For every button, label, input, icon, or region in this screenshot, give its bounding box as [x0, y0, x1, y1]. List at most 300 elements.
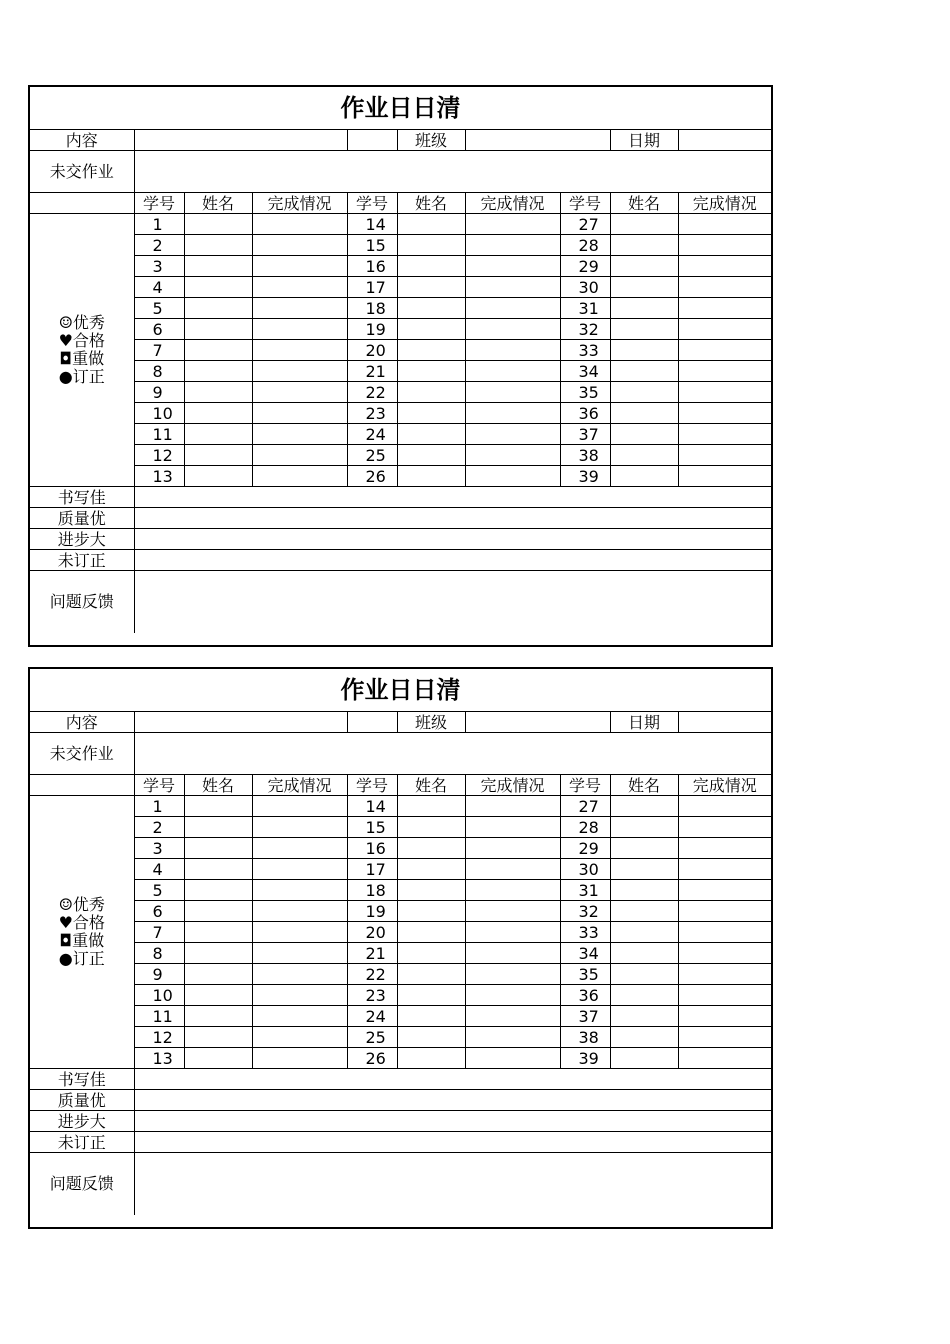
student-name-cell[interactable]: [184, 319, 252, 340]
student-row: [30, 214, 771, 235]
completion-status-cell[interactable]: [465, 214, 560, 235]
completion-status-cell[interactable]: [252, 1048, 347, 1069]
student-number: 31: [560, 298, 610, 319]
student-name-cell[interactable]: [184, 298, 252, 319]
student-name-cell[interactable]: [397, 817, 465, 838]
completion-status-cell[interactable]: [252, 796, 347, 817]
student-name-cell[interactable]: [184, 901, 252, 922]
grade-legend: [30, 796, 134, 1069]
student-name-cell[interactable]: [610, 298, 678, 319]
student-number: 16: [347, 256, 397, 277]
student-name-cell[interactable]: [610, 1006, 678, 1027]
student-row: [30, 382, 771, 403]
completion-status-cell[interactable]: [678, 340, 771, 361]
completion-status-cell[interactable]: [465, 922, 560, 943]
student-row: [30, 277, 771, 298]
class-field[interactable]: [465, 130, 610, 151]
completion-status-cell[interactable]: [465, 964, 560, 985]
student-number: 22: [347, 964, 397, 985]
legend-item: ◘重做: [59, 931, 105, 950]
student-number: 2: [134, 235, 184, 256]
class-field[interactable]: [465, 712, 610, 733]
student-row: [30, 340, 771, 361]
student-name-cell[interactable]: [397, 985, 465, 1006]
student-number: 1: [134, 214, 184, 235]
legend-item: ☺优秀: [58, 313, 105, 332]
completion-status-cell[interactable]: [252, 943, 347, 964]
completion-status-cell[interactable]: [252, 298, 347, 319]
student-number: 12: [134, 1027, 184, 1048]
student-name-cell[interactable]: [610, 880, 678, 901]
completion-status-cell[interactable]: [465, 901, 560, 922]
student-name-cell[interactable]: [184, 1006, 252, 1027]
student-number: 19: [347, 901, 397, 922]
student-number: 5: [134, 880, 184, 901]
student-name-cell[interactable]: [397, 319, 465, 340]
completion-status-cell[interactable]: [678, 901, 771, 922]
student-no-header: 学号: [134, 193, 184, 214]
completion-status-cell[interactable]: [252, 445, 347, 466]
legend-item: ◘重做: [59, 349, 105, 368]
student-name-cell[interactable]: [397, 1006, 465, 1027]
student-name-cell[interactable]: [184, 403, 252, 424]
legend-item: ♥合格: [58, 913, 105, 932]
student-number: 15: [347, 235, 397, 256]
header-blank: [30, 775, 134, 796]
student-number: 37: [560, 1006, 610, 1027]
legend-item: ♥合格: [58, 331, 105, 350]
student-number: 35: [560, 382, 610, 403]
student-row: [30, 859, 771, 880]
student-name-cell[interactable]: [610, 424, 678, 445]
student-number: 27: [560, 214, 610, 235]
student-name-cell[interactable]: [184, 1027, 252, 1048]
homework-table: [30, 669, 771, 1215]
student-row: [30, 403, 771, 424]
student-number: 15: [347, 817, 397, 838]
student-number: 25: [347, 1027, 397, 1048]
student-number: 37: [560, 424, 610, 445]
student-number: 28: [560, 235, 610, 256]
student-number: 17: [347, 859, 397, 880]
student-number: 2: [134, 817, 184, 838]
completion-status-cell[interactable]: [465, 859, 560, 880]
student-name-cell[interactable]: [184, 466, 252, 487]
student-number: 14: [347, 796, 397, 817]
good-handwriting-label: 书写佳: [30, 1069, 134, 1090]
completion-status-cell[interactable]: [252, 319, 347, 340]
completion-status-cell[interactable]: [465, 361, 560, 382]
completion-status-cell[interactable]: [465, 277, 560, 298]
completion-status-cell[interactable]: [678, 424, 771, 445]
status-header: 完成情况: [465, 193, 560, 214]
completion-status-cell[interactable]: [678, 838, 771, 859]
grade-legend: [30, 214, 134, 487]
student-number: 19: [347, 319, 397, 340]
completion-status-cell[interactable]: [252, 859, 347, 880]
student-name-cell[interactable]: [184, 922, 252, 943]
student-name-cell[interactable]: [184, 277, 252, 298]
student-name-cell[interactable]: [610, 466, 678, 487]
student-name-cell[interactable]: [610, 214, 678, 235]
student-name-cell[interactable]: [184, 382, 252, 403]
student-number: 29: [560, 838, 610, 859]
feedback-label: 问题反馈: [30, 571, 134, 633]
completion-status-cell[interactable]: [252, 1027, 347, 1048]
student-name-cell[interactable]: [610, 319, 678, 340]
student-name-cell[interactable]: [610, 382, 678, 403]
student-name-cell[interactable]: [397, 424, 465, 445]
student-row: [30, 445, 771, 466]
completion-status-cell[interactable]: [678, 859, 771, 880]
student-row: [30, 1048, 771, 1069]
student-number: 4: [134, 277, 184, 298]
student-name-cell[interactable]: [397, 1048, 465, 1069]
completion-status-cell[interactable]: [465, 382, 560, 403]
completion-status-cell[interactable]: [252, 901, 347, 922]
content-field[interactable]: [134, 712, 347, 733]
student-number: 7: [134, 922, 184, 943]
student-number: 6: [134, 319, 184, 340]
student-name-cell[interactable]: [184, 361, 252, 382]
student-row: [30, 838, 771, 859]
completion-status-cell[interactable]: [678, 943, 771, 964]
completion-status-cell[interactable]: [252, 985, 347, 1006]
content-field[interactable]: [134, 130, 347, 151]
completion-status-cell[interactable]: [465, 445, 560, 466]
student-name-cell[interactable]: [610, 1027, 678, 1048]
student-name-cell[interactable]: [184, 214, 252, 235]
completion-status-cell[interactable]: [678, 403, 771, 424]
student-name-cell[interactable]: [397, 880, 465, 901]
completion-status-cell[interactable]: [252, 424, 347, 445]
student-row: [30, 235, 771, 256]
student-number: 1: [134, 796, 184, 817]
student-row: [30, 796, 771, 817]
completion-status-cell[interactable]: [678, 817, 771, 838]
completion-status-cell[interactable]: [252, 382, 347, 403]
high-quality-label: 质量优: [30, 1090, 134, 1111]
student-name-cell[interactable]: [610, 922, 678, 943]
student-name-cell[interactable]: [184, 880, 252, 901]
missing-homework-label: 未交作业: [30, 733, 134, 775]
student-name-cell[interactable]: [397, 964, 465, 985]
student-name-cell[interactable]: [610, 256, 678, 277]
student-number: 10: [134, 985, 184, 1006]
student-name-cell[interactable]: [610, 235, 678, 256]
good-handwriting-field[interactable]: [134, 487, 771, 508]
completion-status-cell[interactable]: [465, 403, 560, 424]
student-row: [30, 424, 771, 445]
student-name-cell[interactable]: [397, 382, 465, 403]
student-name-cell[interactable]: [184, 340, 252, 361]
status-header: 完成情况: [678, 775, 771, 796]
completion-status-cell[interactable]: [678, 1006, 771, 1027]
student-name-cell[interactable]: [184, 859, 252, 880]
completion-status-cell[interactable]: [678, 445, 771, 466]
student-name-cell[interactable]: [184, 235, 252, 256]
student-number: 17: [347, 277, 397, 298]
student-name-cell[interactable]: [184, 817, 252, 838]
student-name-cell[interactable]: [610, 943, 678, 964]
completion-status-cell[interactable]: [252, 964, 347, 985]
completion-status-cell[interactable]: [465, 1048, 560, 1069]
student-name-cell[interactable]: [610, 901, 678, 922]
student-row: [30, 1027, 771, 1048]
not-corrected-field[interactable]: [134, 1132, 771, 1153]
completion-status-cell[interactable]: [252, 403, 347, 424]
completion-status-cell[interactable]: [678, 880, 771, 901]
completion-status-cell[interactable]: [465, 1027, 560, 1048]
completion-status-cell[interactable]: [252, 361, 347, 382]
student-no-header: 学号: [347, 775, 397, 796]
student-name-cell[interactable]: [610, 361, 678, 382]
student-number: 29: [560, 256, 610, 277]
completion-status-cell[interactable]: [678, 1048, 771, 1069]
student-name-cell[interactable]: [397, 466, 465, 487]
student-name-cell[interactable]: [610, 277, 678, 298]
good-handwriting-field[interactable]: [134, 1069, 771, 1090]
completion-status-cell[interactable]: [678, 277, 771, 298]
big-progress-field[interactable]: [134, 1111, 771, 1132]
student-name-cell[interactable]: [610, 1048, 678, 1069]
student-name-cell[interactable]: [184, 964, 252, 985]
student-name-cell[interactable]: [184, 943, 252, 964]
homework-table: [30, 87, 771, 633]
completion-status-cell[interactable]: [678, 964, 771, 985]
sheet-title: 作业日日清: [30, 87, 771, 130]
student-number: 34: [560, 361, 610, 382]
completion-status-cell[interactable]: [465, 424, 560, 445]
completion-status-cell[interactable]: [678, 214, 771, 235]
completion-status-cell[interactable]: [678, 1027, 771, 1048]
student-number: 8: [134, 361, 184, 382]
completion-status-cell[interactable]: [252, 922, 347, 943]
student-number: 12: [134, 445, 184, 466]
student-number: 3: [134, 838, 184, 859]
completion-status-cell[interactable]: [465, 838, 560, 859]
student-number: 9: [134, 382, 184, 403]
feedback-field[interactable]: [134, 1153, 771, 1215]
student-name-cell[interactable]: [610, 964, 678, 985]
content-label: 内容: [30, 130, 134, 151]
not-corrected-field[interactable]: [134, 550, 771, 571]
completion-status-cell[interactable]: [252, 340, 347, 361]
student-name-cell[interactable]: [610, 403, 678, 424]
student-number: 13: [134, 466, 184, 487]
date-field[interactable]: [678, 712, 771, 733]
student-number: 32: [560, 319, 610, 340]
content-label: 内容: [30, 712, 134, 733]
student-name-cell[interactable]: [184, 424, 252, 445]
completion-status-cell[interactable]: [678, 985, 771, 1006]
student-number: 3: [134, 256, 184, 277]
student-number: 24: [347, 1006, 397, 1027]
good-handwriting-label: 书写佳: [30, 487, 134, 508]
class-label: 班级: [397, 712, 465, 733]
missing-homework-field[interactable]: [134, 151, 771, 193]
student-row: [30, 817, 771, 838]
student-name-cell[interactable]: [610, 817, 678, 838]
student-row: [30, 319, 771, 340]
student-name-cell[interactable]: [397, 298, 465, 319]
student-number: 23: [347, 985, 397, 1006]
student-name-cell[interactable]: [397, 214, 465, 235]
student-number: 28: [560, 817, 610, 838]
name-header: 姓名: [184, 193, 252, 214]
student-row: [30, 922, 771, 943]
student-name-cell[interactable]: [184, 445, 252, 466]
blank-cell: [347, 130, 397, 151]
student-number: 36: [560, 985, 610, 1006]
student-name-cell[interactable]: [610, 340, 678, 361]
missing-homework-label: 未交作业: [30, 151, 134, 193]
student-name-cell[interactable]: [610, 985, 678, 1006]
student-number: 38: [560, 1027, 610, 1048]
completion-status-cell[interactable]: [678, 796, 771, 817]
date-field[interactable]: [678, 130, 771, 151]
completion-status-cell[interactable]: [465, 466, 560, 487]
name-header: 姓名: [610, 193, 678, 214]
student-number: 5: [134, 298, 184, 319]
student-number: 26: [347, 466, 397, 487]
student-number: 27: [560, 796, 610, 817]
completion-status-cell[interactable]: [252, 838, 347, 859]
completion-status-cell[interactable]: [465, 256, 560, 277]
student-number: 35: [560, 964, 610, 985]
student-name-cell[interactable]: [184, 1048, 252, 1069]
student-name-cell[interactable]: [397, 445, 465, 466]
blank-cell: [347, 712, 397, 733]
student-number: 16: [347, 838, 397, 859]
completion-status-cell[interactable]: [252, 256, 347, 277]
completion-status-cell[interactable]: [678, 922, 771, 943]
student-number: 39: [560, 1048, 610, 1069]
student-number: 20: [347, 922, 397, 943]
big-progress-label: 进步大: [30, 529, 134, 550]
student-name-cell[interactable]: [397, 403, 465, 424]
completion-status-cell[interactable]: [252, 1006, 347, 1027]
completion-status-cell[interactable]: [678, 466, 771, 487]
student-name-cell[interactable]: [610, 859, 678, 880]
high-quality-field[interactable]: [134, 1090, 771, 1111]
feedback-label: 问题反馈: [30, 1153, 134, 1215]
completion-status-cell[interactable]: [252, 817, 347, 838]
student-name-cell[interactable]: [397, 859, 465, 880]
student-name-cell[interactable]: [184, 985, 252, 1006]
student-row: [30, 943, 771, 964]
completion-status-cell[interactable]: [252, 214, 347, 235]
student-name-cell[interactable]: [397, 922, 465, 943]
student-number: 4: [134, 859, 184, 880]
student-number: 7: [134, 340, 184, 361]
completion-status-cell[interactable]: [465, 235, 560, 256]
student-number: 36: [560, 403, 610, 424]
student-name-cell[interactable]: [184, 838, 252, 859]
student-row: [30, 985, 771, 1006]
completion-status-cell[interactable]: [465, 796, 560, 817]
completion-status-cell[interactable]: [252, 466, 347, 487]
student-name-cell[interactable]: [397, 901, 465, 922]
status-header: 完成情况: [678, 193, 771, 214]
homework-sheet: [28, 667, 773, 1229]
completion-status-cell[interactable]: [465, 817, 560, 838]
student-number: 22: [347, 382, 397, 403]
student-number: 30: [560, 277, 610, 298]
student-name-cell[interactable]: [397, 796, 465, 817]
completion-status-cell[interactable]: [678, 319, 771, 340]
not-corrected-label: 未订正: [30, 1132, 134, 1153]
feedback-field[interactable]: [134, 571, 771, 633]
student-name-cell[interactable]: [397, 256, 465, 277]
legend-item: ●订正: [58, 367, 105, 386]
student-row: [30, 298, 771, 319]
name-header: 姓名: [397, 193, 465, 214]
completion-status-cell[interactable]: [465, 319, 560, 340]
big-progress-field[interactable]: [134, 529, 771, 550]
completion-status-cell[interactable]: [465, 943, 560, 964]
completion-status-cell[interactable]: [252, 277, 347, 298]
student-no-header: 学号: [347, 193, 397, 214]
student-number: 21: [347, 361, 397, 382]
student-number: 25: [347, 445, 397, 466]
student-name-cell[interactable]: [184, 796, 252, 817]
student-number: 18: [347, 880, 397, 901]
student-name-cell[interactable]: [610, 838, 678, 859]
completion-status-cell[interactable]: [465, 880, 560, 901]
student-name-cell[interactable]: [397, 235, 465, 256]
header-blank: [30, 193, 134, 214]
student-number: 9: [134, 964, 184, 985]
student-name-cell[interactable]: [397, 361, 465, 382]
high-quality-field[interactable]: [134, 508, 771, 529]
homework-sheet: [28, 85, 773, 647]
student-number: 24: [347, 424, 397, 445]
student-number: 32: [560, 901, 610, 922]
student-name-cell[interactable]: [397, 340, 465, 361]
completion-status-cell[interactable]: [678, 256, 771, 277]
student-name-cell[interactable]: [610, 796, 678, 817]
missing-homework-field[interactable]: [134, 733, 771, 775]
completion-status-cell[interactable]: [252, 235, 347, 256]
student-no-header: 学号: [134, 775, 184, 796]
student-name-cell[interactable]: [397, 838, 465, 859]
date-label: 日期: [610, 712, 678, 733]
student-number: 11: [134, 1006, 184, 1027]
student-name-cell[interactable]: [397, 1027, 465, 1048]
student-name-cell[interactable]: [184, 256, 252, 277]
completion-status-cell[interactable]: [465, 298, 560, 319]
completion-status-cell[interactable]: [678, 298, 771, 319]
completion-status-cell[interactable]: [678, 235, 771, 256]
completion-status-cell[interactable]: [465, 985, 560, 1006]
not-corrected-label: 未订正: [30, 550, 134, 571]
completion-status-cell[interactable]: [678, 361, 771, 382]
student-number: 8: [134, 943, 184, 964]
student-name-cell[interactable]: [397, 943, 465, 964]
completion-status-cell[interactable]: [465, 1006, 560, 1027]
high-quality-label: 质量优: [30, 508, 134, 529]
completion-status-cell[interactable]: [678, 382, 771, 403]
student-name-cell[interactable]: [610, 445, 678, 466]
student-number: 14: [347, 214, 397, 235]
sheet-title: 作业日日清: [30, 669, 771, 712]
completion-status-cell[interactable]: [252, 880, 347, 901]
student-name-cell[interactable]: [397, 277, 465, 298]
completion-status-cell[interactable]: [465, 340, 560, 361]
student-no-header: 学号: [560, 775, 610, 796]
student-row: [30, 964, 771, 985]
